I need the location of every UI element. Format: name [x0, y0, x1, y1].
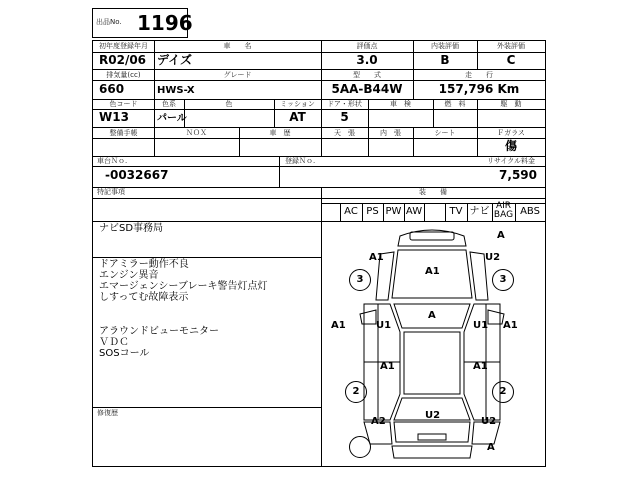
maintenance-header: 整備手帳	[109, 129, 138, 137]
score-header: 評価点	[356, 42, 378, 50]
score-value: 3.0	[356, 53, 378, 67]
car-damage-diagram	[320, 222, 544, 465]
model-value: 5AA-B44W	[331, 82, 403, 96]
color-header: 色	[225, 100, 233, 108]
recycle-header: リサイクル料金	[486, 157, 536, 165]
nox-header: ＮＯＸ	[186, 129, 207, 137]
mark-back-door: U2	[425, 410, 441, 421]
mark-rear-bumper: A	[487, 442, 495, 453]
fuel-header: 燃 料	[444, 100, 466, 108]
recycle-value: 7,590	[499, 168, 537, 182]
mark-front-right-fender: U2	[485, 252, 501, 263]
spare-tire-icon	[349, 436, 371, 458]
sunroof-header: 天 張	[334, 129, 355, 137]
mark-windshield: A	[428, 310, 436, 321]
seat-header: シート	[434, 129, 456, 137]
equipment-header: 装 備	[419, 188, 447, 196]
color-code-value: W13	[99, 110, 129, 124]
mark-left-sill: A1	[331, 320, 346, 331]
tire-rear-right: 2	[492, 381, 514, 403]
mark-rear-right-quarter: U2	[481, 416, 497, 427]
mileage-value: 157,796 Km	[438, 82, 520, 96]
first-reg-value: R02/06	[99, 53, 147, 67]
lot-label: 出品No.	[96, 18, 122, 26]
rear-bumper-outline	[392, 446, 472, 458]
remarks-header: 特記事項	[97, 188, 125, 196]
remark-line: アラウンドビューモニター	[99, 326, 219, 337]
mark-left-rear-door: A1	[380, 361, 395, 372]
license-plate-outline	[418, 434, 446, 440]
reg-no-header: 登録Ｎｏ.	[285, 157, 316, 165]
model-header: 型 式	[353, 71, 381, 79]
color-system-header: 色系	[162, 100, 176, 108]
mileage-header: 走 行	[465, 71, 493, 79]
equip-pw: PW	[385, 206, 402, 217]
equip-navi: ナビ	[469, 206, 490, 217]
equip-abs: ABS	[520, 206, 540, 217]
chassis-header: 車台Ｎｏ.	[97, 157, 128, 165]
displacement-value: 660	[99, 82, 125, 96]
equip-ac: AC	[344, 206, 358, 217]
front-grille-outline	[410, 232, 454, 240]
remark-line: エマージェンシーブレーキ警告灯点灯	[99, 281, 268, 292]
tire-front-right: 3	[492, 269, 514, 291]
grade-header: グレード	[223, 71, 252, 79]
lot-number: 1196	[137, 11, 193, 35]
mark-front-left-fender: A1	[369, 252, 384, 263]
mission-header: ミッション	[280, 100, 315, 108]
car-name-header: 車 名	[223, 42, 252, 50]
back-door-outline	[394, 422, 470, 442]
mark-left-front-door: U1	[376, 320, 392, 331]
left-mirror-outline	[360, 310, 376, 324]
fglass-value: 傷	[504, 139, 517, 153]
inspection-header: 車 検	[390, 100, 411, 108]
color-code-header: 色コード	[109, 100, 138, 108]
grade-value: HWS-X	[157, 85, 195, 96]
color-system-value: パール	[157, 113, 187, 124]
remark-line: SOSコール	[99, 348, 150, 359]
mark-right-rear-door: A1	[473, 361, 488, 372]
mark-right-sill: A1	[503, 320, 518, 331]
equip-airbag: AIR BAG	[493, 201, 514, 220]
doors-value: 5	[340, 110, 349, 124]
car-name-value: デイズ	[157, 53, 193, 67]
interior-header: 内装評価	[431, 42, 459, 50]
remark-line: ドアミラー動作不良	[99, 259, 189, 270]
remark-line: ＶＤＣ	[99, 337, 129, 348]
equip-tv: TV	[449, 206, 463, 217]
exterior-value: C	[506, 53, 516, 67]
history-header: 車 歴	[269, 129, 291, 137]
mark-right-front-door: U1	[473, 320, 489, 331]
repair-header: 修復歴	[97, 409, 118, 417]
first-reg-header: 初年度登録年月	[99, 42, 148, 50]
drive-header: 駆 動	[500, 100, 522, 108]
equip-ps: PS	[366, 206, 379, 217]
mark-hood: A1	[425, 266, 440, 277]
equip-aw: AW	[405, 206, 423, 217]
tire-rear-left: 2	[345, 381, 367, 403]
tire-front-left: 3	[349, 269, 371, 291]
right-mirror-outline	[488, 310, 504, 324]
interior-value: B	[440, 53, 450, 67]
roof-outline	[404, 332, 460, 394]
fglass-header: Ｆガラス	[497, 129, 525, 137]
exterior-header: 外装評価	[497, 42, 525, 50]
lot-number-box	[92, 8, 193, 38]
chassis-value: -0032667	[105, 168, 169, 182]
mission-value: AT	[289, 110, 306, 124]
remark-line: エンジン異音	[99, 270, 159, 281]
interior2-header: 内 張	[380, 129, 401, 137]
displacement-header: 排気量(cc)	[106, 71, 141, 79]
mark-front-bumper: A	[497, 230, 505, 241]
mark-rear-left-quarter: A2	[371, 416, 386, 427]
remark-line: ナビSD事務局	[99, 223, 164, 234]
remark-line: しすってむ故障表示	[99, 292, 189, 303]
doors-header: ドア・形状	[327, 100, 362, 108]
